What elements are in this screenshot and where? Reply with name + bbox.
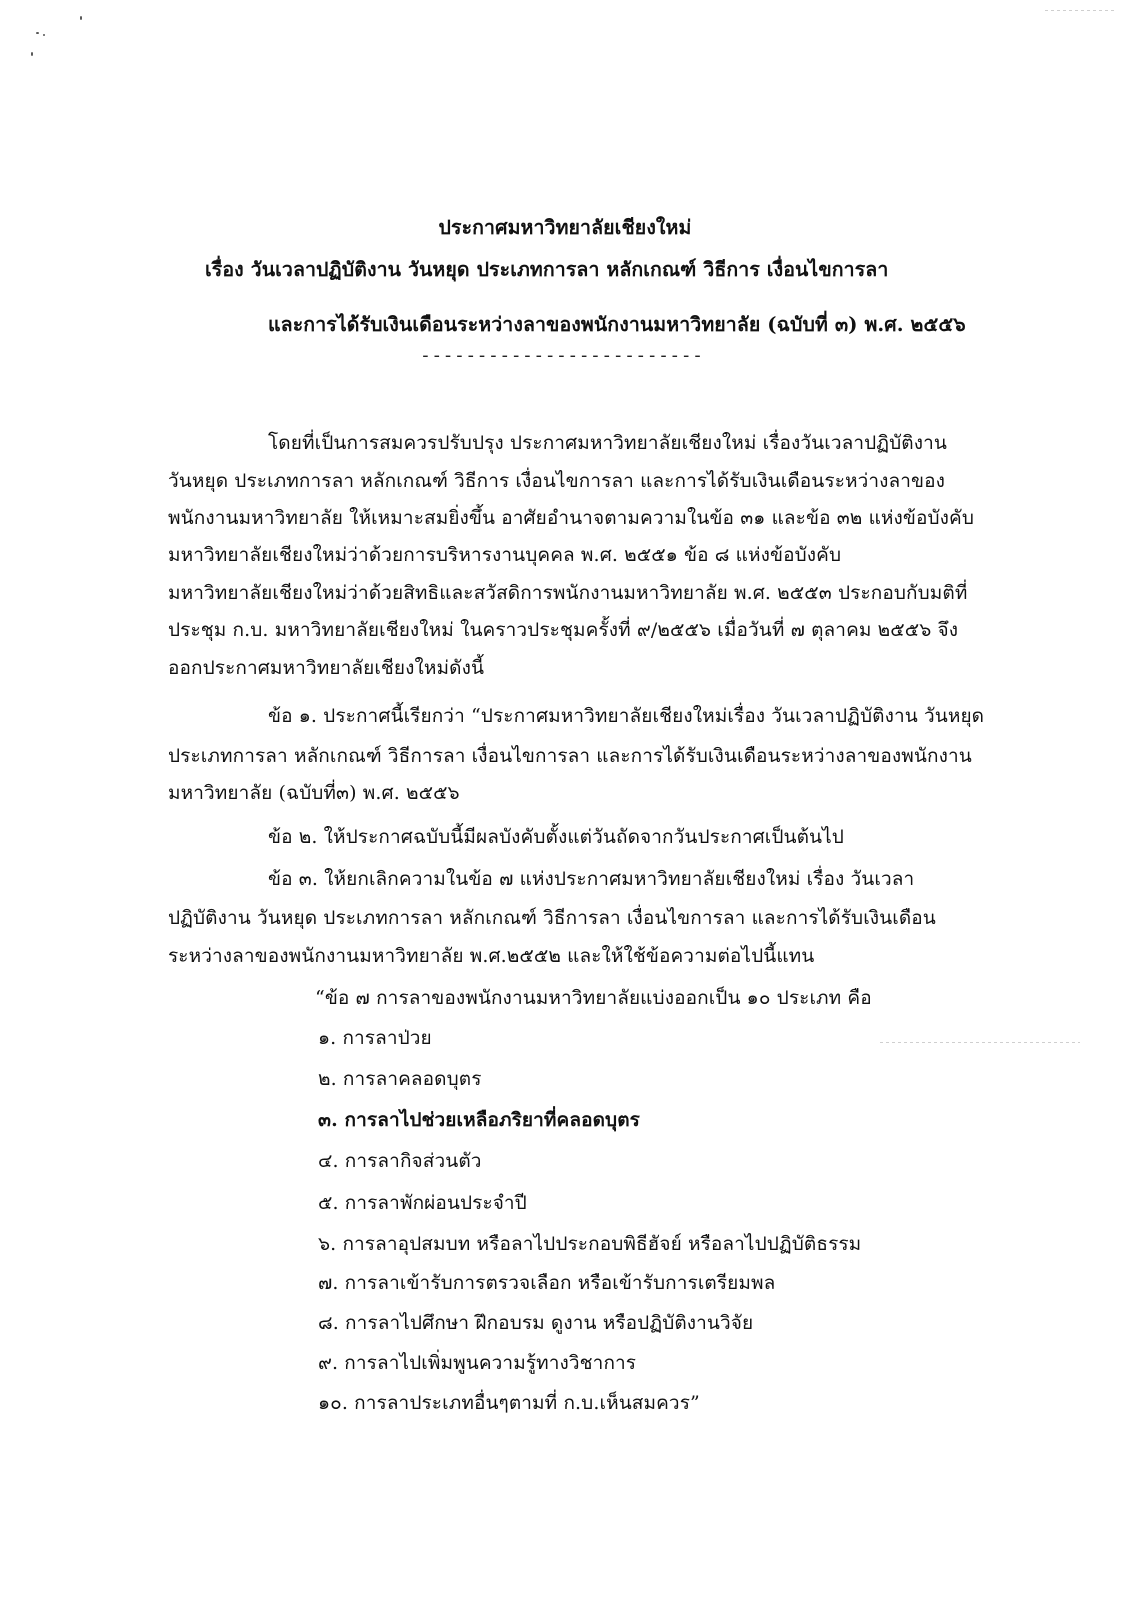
clause-1-line: มหาวิทยาลัย (ฉบับที่๓) พ.ศ. ๒๕๕๖ xyxy=(168,782,460,804)
clause-3-line: ปฏิบัติงาน วันหยุด ประเภทการลา หลักเกณฑ์ วิธีการลา เงื่อนไขการลา และการได้รับเงินเดือน xyxy=(168,907,936,929)
leave-type-item: ๑๐. การลาประเภทอื่นๆตามที่ ก.บ.เห็นสมควร” xyxy=(318,1392,700,1414)
preamble-line: มหาวิทยาลัยเชียงใหม่ว่าด้วยการบริหารงานบุคคล พ.ศ. ๒๕๕๑ ข้อ ๘ แห่งข้อบังคับ xyxy=(168,544,842,566)
preamble-line: วันหยุด ประเภทการลา หลักเกณฑ์ วิธีการ เงื่อนไขการลา และการได้รับเงินเดือนระหว่างลาของ xyxy=(168,470,946,492)
leave-type-item: ๒. การลาคลอดบุตร xyxy=(318,1068,482,1090)
clause-3-line: ระหว่างลาของพนักงานมหาวิทยาลัย พ.ศ.๒๕๕๒ และให้ใช้ข้อความต่อไปนี้แทน xyxy=(168,945,815,967)
scan-artifact-line xyxy=(1045,10,1115,11)
leave-type-item: ๓. การลาไปช่วยเหลือภริยาที่คลอดบุตร xyxy=(318,1109,640,1131)
clause-1-line: ข้อ ๑. ประกาศนี้เรียกว่า “ประกาศมหาวิทยาลัยเชียงใหม่เรื่อง วันเวลาปฏิบัติงาน วันหยุด xyxy=(268,705,985,727)
leave-type-item: ๙. การลาไปเพิ่มพูนความรู้ทางวิชาการ xyxy=(318,1352,637,1374)
preamble-line: ออกประกาศมหาวิทยาลัยเชียงใหม่ดังนี้ xyxy=(168,657,485,679)
leave-type-item: ๔. การลากิจส่วนตัว xyxy=(318,1150,482,1172)
preamble-line: ประชุม ก.บ. มหาวิทยาลัยเชียงใหม่ ในคราวประชุมครั้งที่ ๙/๒๕๕๖ เมื่อวันที่ ๗ ตุลาคม ๒๕๕๖ จึง xyxy=(168,619,959,641)
scan-artifact-line xyxy=(880,1042,1080,1043)
preamble-line: พนักงานมหาวิทยาลัย ให้เหมาะสมยิ่งขึ้น อาศัยอำนาจตามความในข้อ ๓๑ และข้อ ๓๒ แห่งข้อบังคับ xyxy=(168,507,975,529)
preamble-line: โดยที่เป็นการสมควรปรับปรุง ประกาศมหาวิทยาลัยเชียงใหม่ เรื่องวันเวลาปฏิบัติงาน xyxy=(268,432,947,454)
leave-type-item: ๘. การลาไปศึกษา ฝึกอบรม ดูงาน หรือปฏิบัติงานวิจัย xyxy=(318,1312,754,1334)
preamble-line: มหาวิทยาลัยเชียงใหม่ว่าด้วยสิทธิและสวัสดิการพนักงานมหาวิทยาลัย พ.ศ. ๒๕๕๓ ประกอบกับมติที่ xyxy=(168,582,968,604)
leave-type-item: ๗. การลาเข้ารับการตรวจเลือก หรือเข้ารับการเตรียมพล xyxy=(318,1272,776,1294)
header-divider: ------------------------- xyxy=(420,345,704,366)
scan-speck xyxy=(80,16,82,20)
document-title: ประกาศมหาวิทยาลัยเชียงใหม่ xyxy=(438,216,692,239)
scan-speck xyxy=(31,52,33,56)
clause-7-intro: “ข้อ ๗ การลาของพนักงานมหาวิทยาลัยแบ่งออกเป็น ๑๐ ประเภท คือ xyxy=(315,987,872,1009)
leave-type-item: ๖. การลาอุปสมบท หรือลาไปประกอบพิธีฮัจย์ หรือลาไปปฏิบัติธรรม xyxy=(318,1233,862,1255)
document-subject-line-2: และการได้รับเงินเดือนระหว่างลาของพนักงานมหาวิทยาลัย (ฉบับที่ ๓) พ.ศ. ๒๕๕๖ xyxy=(268,313,966,336)
clause-1-line: ประเภทการลา หลักเกณฑ์ วิธีการลา เงื่อนไขการลา และการได้รับเงินเดือนระหว่างลาของพนักงาน xyxy=(168,745,972,767)
document-subject-line-1: เรื่อง วันเวลาปฏิบัติงาน วันหยุด ประเภทการลา หลักเกณฑ์ วิธีการ เงื่อนไขการลา xyxy=(205,258,889,281)
leave-type-item: ๕. การลาพักผ่อนประจำปี xyxy=(318,1192,527,1214)
scan-speck xyxy=(36,32,39,34)
clause-2-line: ข้อ ๒. ให้ประกาศฉบับนี้มีผลบังคับตั้งแต่วันถัดจากวันประกาศเป็นต้นไป xyxy=(268,826,844,848)
clause-3-line: ข้อ ๓. ให้ยกเลิกความในข้อ ๗ แห่งประกาศมหาวิทยาลัยเชียงใหม่ เรื่อง วันเวลา xyxy=(268,868,915,890)
scan-speck xyxy=(43,34,45,36)
leave-type-item: ๑. การลาป่วย xyxy=(318,1027,432,1049)
